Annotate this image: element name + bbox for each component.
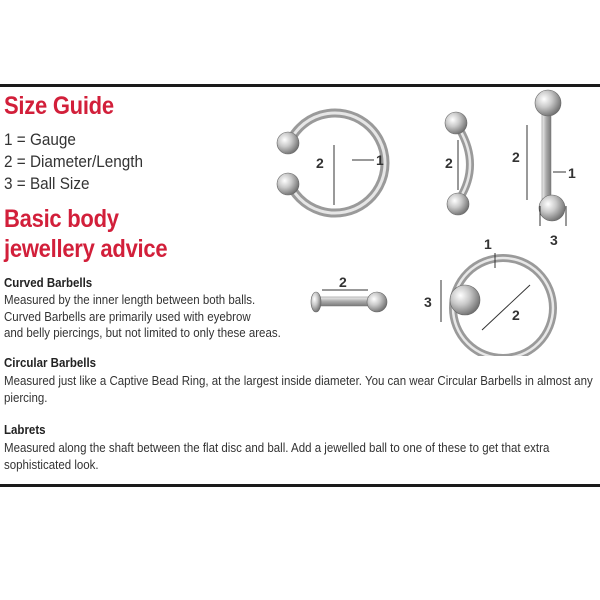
text-line: Measured by the inner length between both balls. bbox=[4, 293, 256, 307]
straight-gauge-label: 1 bbox=[568, 165, 576, 181]
ball-icon bbox=[539, 195, 565, 221]
circular-barbell-illustration bbox=[277, 113, 385, 213]
straight-length-label: 2 bbox=[512, 149, 520, 165]
ball-icon bbox=[277, 173, 299, 195]
legend-diameter-length: 2 = Diameter/Length bbox=[4, 152, 144, 171]
ball-icon bbox=[277, 132, 299, 154]
curved-barbell-illustration bbox=[445, 112, 470, 215]
ring-diameter-label: 2 bbox=[512, 307, 520, 323]
curved-barbells-text bbox=[4, 292, 281, 342]
legend-gauge: 1 = Gauge bbox=[4, 130, 76, 149]
text-line: and belly piercings, but not limited to only these areas. bbox=[4, 326, 281, 340]
text-line: Measured along the shaft between the flat disc and ball. Add a jewelled ball to one of these to get that extra bbox=[4, 441, 550, 455]
text-line: Curved Barbells are primarily used with eyebrow bbox=[4, 309, 251, 324]
ball-icon bbox=[367, 292, 387, 312]
ball-icon bbox=[535, 90, 561, 116]
jewellery-diagram bbox=[260, 86, 600, 356]
labrets-heading: Labrets bbox=[4, 423, 46, 437]
circular-barbells-heading: Circular Barbells bbox=[4, 356, 97, 370]
bead-icon bbox=[450, 285, 480, 315]
text-line: Measured just like a Captive Bead Ring, at the largest inside diameter. You can wear Circular Barbells in almost any bbox=[4, 374, 593, 388]
labrets-text bbox=[4, 440, 593, 473]
ring-gauge-label: 1 bbox=[484, 236, 492, 252]
size-legend bbox=[4, 129, 143, 195]
text-line: piercing. bbox=[4, 390, 48, 405]
flat-disc-icon bbox=[311, 292, 321, 312]
curved-barbells-heading: Curved Barbells bbox=[4, 276, 93, 290]
size-guide-title: Size Guide bbox=[4, 92, 114, 120]
straight-barbell-illustration bbox=[512, 90, 576, 248]
circular-gauge-label: 1 bbox=[376, 152, 384, 168]
ring-ball-label: 3 bbox=[424, 294, 432, 310]
labret-length-label: 2 bbox=[339, 274, 347, 290]
text-line: sophisticated look. bbox=[4, 457, 99, 472]
jewellery-advice-title: Basic body jewellery advice bbox=[4, 205, 168, 263]
ball-icon bbox=[447, 193, 469, 215]
labret-illustration bbox=[311, 274, 387, 312]
straight-ball-label: 3 bbox=[550, 232, 558, 248]
curved-length-label: 2 bbox=[445, 155, 453, 171]
circular-barbells-text bbox=[4, 373, 593, 406]
captive-ring-illustration bbox=[424, 236, 553, 356]
ball-icon bbox=[445, 112, 467, 134]
legend-ball-size: 3 = Ball Size bbox=[4, 174, 90, 193]
bottom-rule bbox=[0, 484, 600, 487]
circular-diameter-label: 2 bbox=[316, 155, 324, 171]
